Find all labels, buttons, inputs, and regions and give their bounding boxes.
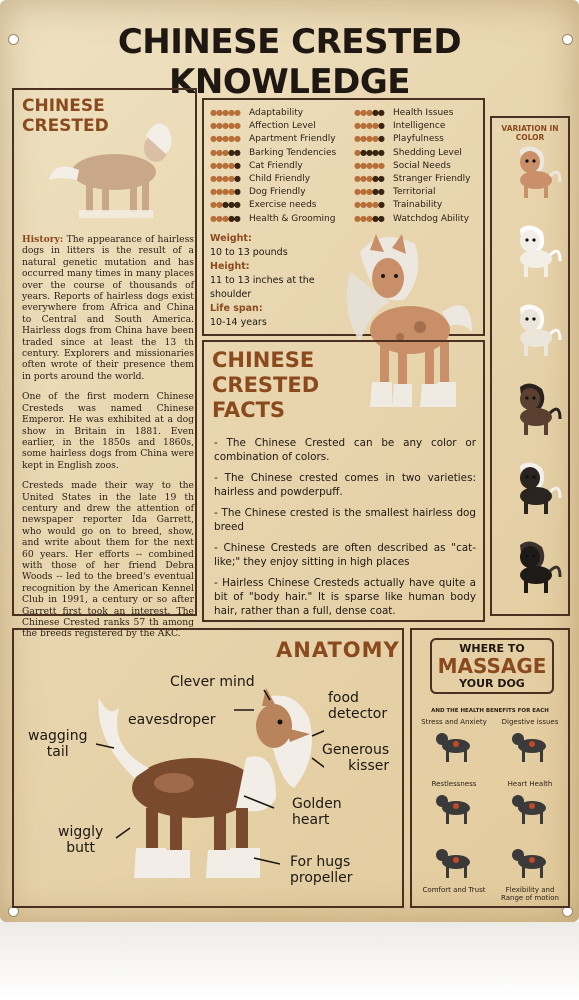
label-wagging-tail: [28, 728, 87, 760]
poster-title: CHINESE CRESTED KNOWLEDGE: [117, 22, 462, 102]
massage-dog-icon: [418, 788, 490, 832]
color-variant-dog-icon: [502, 460, 562, 520]
rating-dots-icon: ●●●●●: [210, 108, 240, 117]
trait-label: Shedding Level: [393, 147, 462, 158]
facts-list: [214, 436, 476, 625]
rating-dots-icon: ●●●●●: [354, 200, 384, 210]
history-paragraph-2: One of the first modern Chinese Cresteds was named Chinese Emperor. He was exhibited at a dog show in Britain in 1881. Even earlier, in the 1850s and 1860s, some hairless dogs from China were kept in English zoos.: [22, 391, 194, 471]
stats-block: [210, 232, 340, 330]
dog-illustration: [34, 110, 194, 225]
rating-dots-icon: ●●●●●: [354, 160, 384, 170]
massage-item: [418, 842, 490, 894]
massage-dog-icon: [418, 726, 490, 770]
trait-label: Exercise needs: [249, 200, 317, 211]
trait-label: Trainability: [393, 200, 443, 211]
color-variation-panel: [490, 116, 570, 616]
facts-panel: [202, 340, 485, 622]
label-generous-kisser: [322, 742, 389, 774]
label-line: detector: [328, 706, 388, 722]
rating-dots-icon: ●●●●●: [210, 134, 240, 144]
trait-label: Social Needs: [393, 160, 451, 171]
rating-dots-icon: ●●●●●: [210, 174, 240, 183]
label-line: wiggly: [58, 824, 104, 840]
label-clever-mind: Clever mind: [170, 674, 255, 690]
massage-item: [418, 718, 490, 770]
massage-item: [494, 780, 566, 832]
fact-item: - Chinese Cresteds are often described as "cat-like;" they enjoy sitting in high places: [214, 542, 476, 568]
label-food-detector: [328, 690, 387, 722]
rating-dots-icon: ●●●●●: [210, 213, 240, 223]
label-wiggly-butt: [58, 824, 103, 856]
trait-row: [210, 121, 316, 131]
trait-row: [210, 187, 306, 197]
trait-row: [354, 214, 469, 224]
rating-dots-icon: ●●●●●: [354, 121, 384, 131]
rating-dots-icon: ●●●●●: [210, 160, 240, 170]
massage-item-label: Digestive issues: [501, 718, 559, 726]
label-eavesdroper: eavesdroper: [128, 712, 216, 728]
rating-dots-icon: ●●●●●: [354, 108, 384, 117]
massage-panel: [410, 628, 570, 908]
trait-row: [210, 108, 303, 118]
lifespan-label: Life span:: [210, 303, 263, 314]
fact-item: - Hairless Chinese Cresteds actually have quite a bit of "body hair." It is sparse like human body hair, rather than a full, dense coat.: [214, 577, 476, 617]
height-value: 11 to 13 inches at the shoulder: [210, 275, 315, 300]
massage-heading-bottom: YOUR DOG: [459, 677, 525, 690]
history-paragraph-1: The appearance of hairless dogs in litters is the result of a natural genetic mutation and has occurred many times in many places over the course of thousands of years. Reports of hairless dogs exist everywhere from Africa and China to Central and South America. Hairless dogs from China have been traded since at least the 13 th century. Explorers and missionaries often wrote of their presence them in ports around the world.: [22, 234, 194, 382]
trait-label: Health Issues: [393, 108, 454, 118]
trait-row: [354, 187, 436, 197]
anatomy-dog-illustration: [74, 678, 324, 898]
trait-row: [354, 134, 444, 144]
trait-row: [210, 200, 317, 210]
trait-row: [210, 174, 310, 184]
trait-label: Barking Tendencies: [249, 147, 337, 158]
trait-label: Cat Friendly: [249, 160, 303, 171]
trait-label: Health & Grooming: [249, 213, 336, 224]
trait-row: [354, 148, 462, 158]
massage-item-label: Restlessness: [431, 780, 477, 788]
history-panel: [12, 88, 197, 640]
massage-dog-icon: [418, 842, 490, 886]
history-paragraph-3: Cresteds made their way to the United States in the late 19 th century and drew the attention of newspaper reporter Ida Garrett, who would go on to breed, show, and write about them for the next 60 years. Her efforts -- combined with those of her friend Debra Woods -- led to the breed's eventual recognition by the American Kennel Club in 1991, a century or so after Garrett first took an interest. The Chinese Crested ranks 57 th among the breeds registered by the AKC.: [22, 480, 194, 640]
sign-reflection: [0, 922, 579, 1000]
label-golden-heart: [292, 796, 342, 828]
trait-label: Watchdog Ability: [393, 213, 470, 224]
variation-heading: VARIATION IN COLOR: [501, 124, 559, 142]
label-line: kisser: [348, 758, 390, 774]
color-variant-dog-icon: [502, 539, 562, 599]
lifespan-value: 10-14 years: [210, 317, 267, 328]
rating-dots-icon: ●●●●●: [210, 121, 240, 131]
massage-item-label: Flexibility and Range of motion: [501, 886, 559, 902]
label-line: Generous: [322, 742, 390, 758]
label-line: Golden: [292, 796, 342, 812]
trait-row: [354, 174, 470, 184]
rating-dots-icon: ●●●●●: [354, 174, 384, 183]
massage-item: [418, 780, 490, 832]
label-line: propeller: [290, 870, 353, 886]
facts-heading: [212, 348, 319, 423]
trait-row: [210, 148, 336, 158]
massage-item-label: Stress and Anxiety: [421, 718, 487, 726]
trait-row: [354, 161, 451, 171]
rating-dots-icon: ●●●●●: [354, 147, 384, 157]
trait-row: [210, 214, 335, 224]
trait-row: [354, 200, 442, 210]
rating-dots-icon: ●●●●●: [354, 187, 384, 197]
trait-row: [354, 108, 453, 118]
massage-dog-icon: [494, 726, 566, 770]
breed-heading-line: CRESTED: [22, 116, 109, 136]
label-hugs-propeller: [290, 854, 353, 886]
history-label: History:: [22, 234, 64, 245]
massage-item-label: Heart Health: [507, 780, 553, 788]
height-label: Height:: [210, 261, 250, 272]
massage-heading-box: [430, 638, 554, 694]
facts-heading-line: CHINESE: [212, 348, 315, 372]
fact-item: - The Chinese Crested can be any color or combination of colors.: [214, 437, 476, 463]
trait-label: Apartment Friendly: [249, 134, 336, 145]
rating-dots-icon: ●●●●●: [210, 147, 240, 157]
color-variant-dog-icon: [502, 381, 562, 441]
facts-heading-line: FACTS: [212, 398, 286, 422]
facts-heading-line: CRESTED: [212, 373, 320, 397]
massage-item: [494, 842, 566, 902]
color-variant-dog-icon: [502, 223, 562, 283]
massage-heading-top: WHERE TO: [459, 642, 525, 655]
massage-item: [494, 718, 566, 770]
massage-dog-icon: [494, 788, 566, 832]
color-variant-dog-icon: [502, 144, 562, 204]
label-line: heart: [292, 812, 330, 828]
rating-dots-icon: ●●●●●: [354, 213, 384, 223]
massage-subheading: AND THE HEALTH BENEFITS FOR EACH: [431, 708, 549, 714]
massage-item-label: Comfort and Trust: [422, 886, 486, 894]
trait-label: Adaptability: [249, 108, 304, 118]
color-variant-dog-icon: [502, 302, 562, 362]
anatomy-heading: ANATOMY: [276, 638, 400, 662]
trait-label: Stranger Friendly: [393, 174, 471, 184]
trait-label: Territorial: [393, 187, 436, 198]
massage-dog-icon: [494, 842, 566, 886]
trait-label: Child Friendly: [249, 174, 311, 184]
massage-heading-main: MASSAGE: [437, 654, 547, 678]
trait-row: [210, 161, 303, 171]
trait-row: [210, 134, 336, 144]
rating-dots-icon: ●●●●●: [354, 134, 384, 144]
trait-label: Intelligence: [393, 121, 446, 132]
rating-dots-icon: ●●●●●: [210, 187, 240, 197]
label-line: food: [328, 690, 359, 706]
anatomy-panel: [12, 628, 404, 908]
trait-row: [354, 121, 445, 131]
history-text: [22, 234, 194, 649]
fact-item: - The Chinese crested comes in two varieties: hairless and powderpuff.: [214, 472, 476, 498]
label-line: For hugs: [290, 854, 351, 870]
weight-value: 10 to 13 pounds: [210, 247, 288, 258]
label-line: wagging: [28, 728, 88, 744]
fact-item: - The Chinese crested is the smallest hairless dog breed: [214, 507, 476, 533]
trait-label: Playfulness: [393, 134, 444, 145]
rating-dots-icon: ●●●●●: [210, 200, 240, 210]
weight-label: Weight:: [210, 233, 252, 244]
label-line: tail: [46, 744, 69, 760]
label-line: butt: [66, 840, 96, 856]
breed-heading-line: CHINESE: [22, 96, 105, 116]
trait-label: Affection Level: [249, 121, 316, 132]
trait-label: Dog Friendly: [249, 187, 306, 198]
